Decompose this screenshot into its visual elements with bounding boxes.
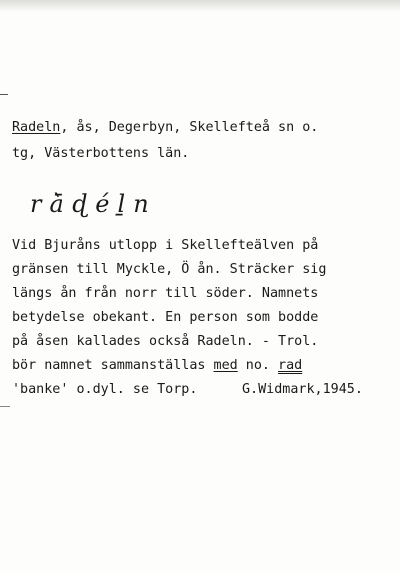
header-line-2: tg, Västerbottens län.: [12, 146, 190, 161]
body-line-6-mid: no.: [237, 358, 279, 373]
body-line-1: Vid Bjuråns utlopp i Skellefteälven på: [12, 238, 319, 253]
body-line-2: gränsen till Myckle, Ö ån. Sträcker sig: [12, 262, 327, 277]
margin-tick-bottom: [0, 406, 10, 407]
signature: G.Widmark,1945.: [242, 382, 363, 397]
header-location: , ås, Degerbyn, Skellefteå sn o.: [60, 120, 319, 135]
phonetic-transcription: rà̄ɖéḻn: [30, 190, 157, 218]
body-line-5: på åsen kallades också Radeln. - Trol.: [12, 334, 319, 349]
body-line-3: längs ån från norr till söder. Namnets: [12, 286, 319, 301]
body-line-6-start: bör namnet sammanställas: [12, 358, 214, 373]
quoted-banke: 'banke': [12, 382, 69, 397]
underlined-med: med: [213, 358, 238, 373]
headword: Radeln: [12, 120, 61, 135]
header-line-1: [12, 120, 318, 135]
body-line-4: betydelse obekant. En person som bodde: [12, 310, 319, 325]
body-line-7-rest: o.dyl. se Torp.: [68, 382, 198, 397]
body-line-6: [12, 358, 302, 373]
card-top-edge: [0, 0, 400, 12]
margin-tick-top: [0, 94, 8, 95]
body-line-7: [12, 382, 197, 397]
underlined-rad: rad: [278, 358, 303, 373]
